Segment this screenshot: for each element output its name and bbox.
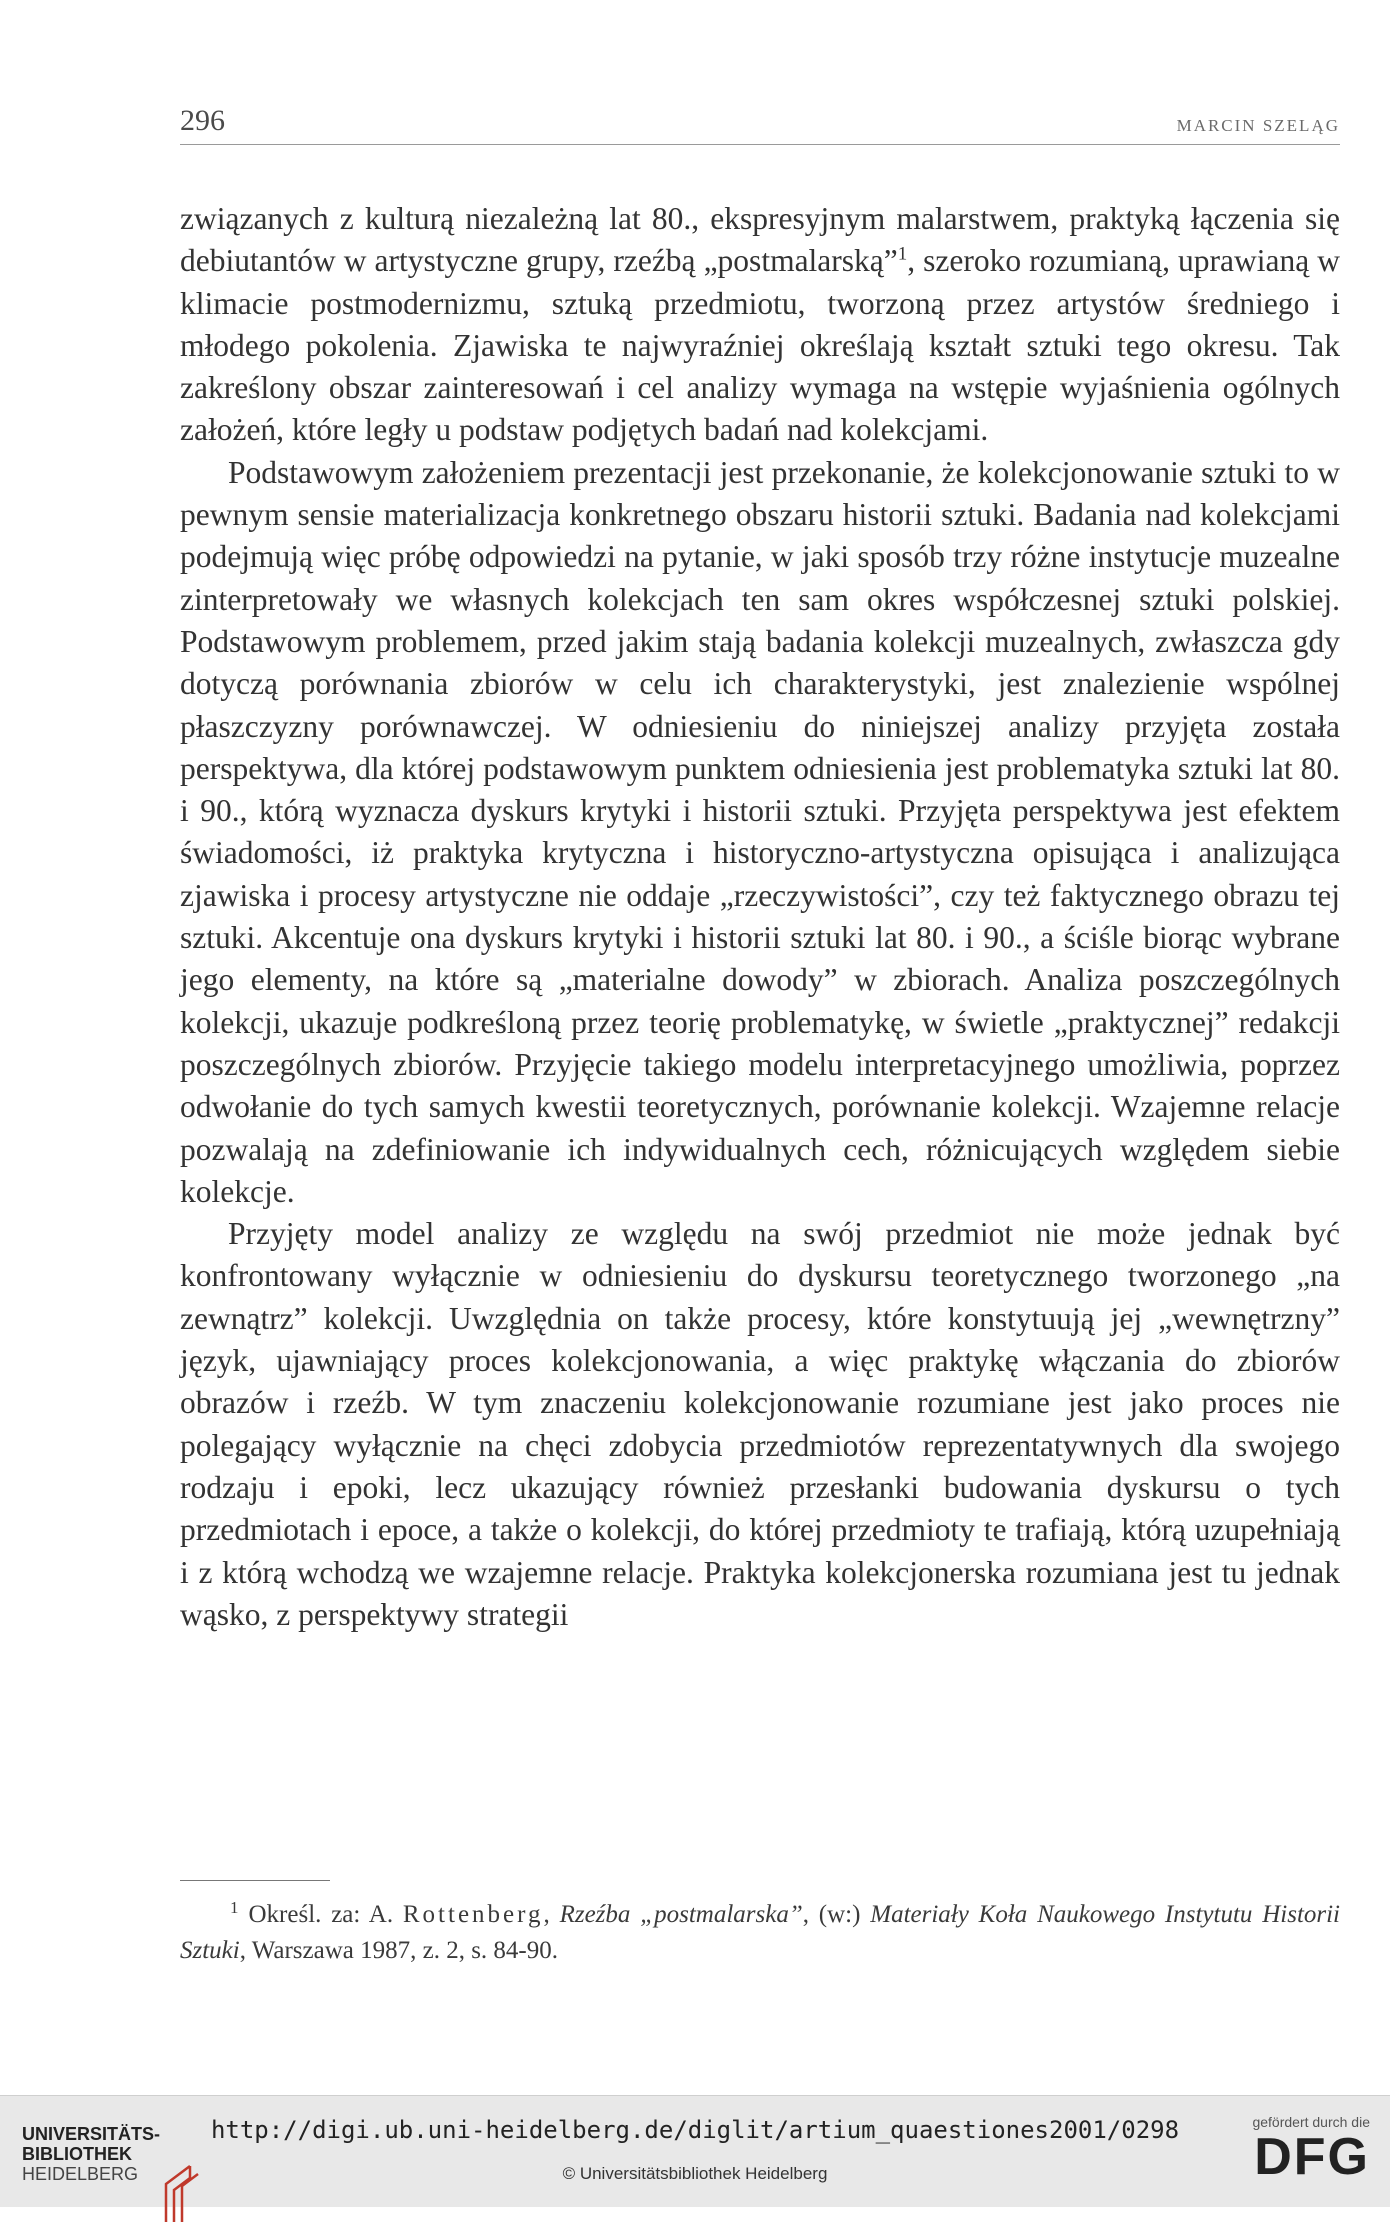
dfg-wordmark: DFG [1254, 2128, 1370, 2186]
paragraph-2: Podstawowym założeniem prezentacji jest przekonanie, że kolekcjonowanie sztuki to w pewnym sensie materializacja konkretnego obszaru historii sztuki. Badania nad kolekcjami podejmują więc próbę odpowiedzi na pytanie, w jaki sposób trzy różne instytucje muzealne zinterpretowały we własnych kolekcjach ten sam okres współczesnej sztuki polskiej. Podstawowym problemem, przed jakim stają badania kolekcji muzealnych, zwłaszcza gdy dotyczą porównania zbiorów w celu ich charakterystyki, jest znalezienie wspólnej płaszczyzny porównawczej. W odniesieniu do niniejszej analizy przyjęta została perspektywa, dla której podstawowym punktem odniesienia jest problematyka sztuki lat 80. i 90., którą wyznacza dyskurs krytyki i historii sztuki. Przyjęta perspektywa jest efektem świadomości, iż praktyka krytyczna i historyczno-artystyczna opisująca i analizująca zjawiska i procesy artystyczne nie oddaje „rzeczywistości”, czy też faktycznego obrazu tej sztuki. Akcentuje ona dyskurs krytyki i historii sztuki lat 80. i 90., a ściśle biorąc wybrane jego elementy, na które są „materialne dowody” w zbiorach. Analiza poszczególnych kolekcji, ukazuje podkreśloną przez teorię problematykę, w świetle „praktycznej” redakcji poszczególnych zbiorów. Przyjęcie takiego modelu interpretacyjnego umożliwia, poprzez odwołanie do tych samych kwestii teoretycznych, porównanie kolekcji. Wzajemne relacje pozwalają na zdefiniowanie ich indywidualnych cech, różnicujących względem siebie kolekcje. [180, 454, 1340, 1209]
digitization-footer [0, 2095, 1390, 2207]
footnote-lead: Określ. za: A. [248, 1901, 403, 1928]
library-name-line1: UNIVERSITÄTS- [22, 2124, 161, 2144]
footnote-divider [180, 1880, 330, 1881]
footnote [180, 1897, 1340, 1969]
footnote-sep2: , (w:) [802, 1901, 871, 1928]
footnote-source: Materiały Koła Naukowego Instytutu Historii Sztuki [180, 1901, 1341, 1964]
library-name-line3: HEIDELBERG [22, 2164, 139, 2184]
paragraph-1-text-b: , szeroko rozumianą, uprawianą w klimacie postmodernizmu, sztuką przedmiotu, tworzoną przez artystów średniego i młodego pokolenia. Zjawiska te najwyraźniej określają kształt sztuki tego okresu. Tak zakreślony obszar zainteresowań i cel analizy wymaga na wstępie wyjaśnienia ogólnych założeń, które legły u podstaw podjętych badań nad kolekcjami. [180, 243, 1340, 448]
running-head: MARCIN SZELĄG [1176, 116, 1340, 135]
footnote-reference[interactable]: 1 [897, 243, 908, 265]
footnote-marker: 1 [230, 1897, 239, 1917]
copyright-notice: © Universitätsbibliothek Heidelberg [562, 2164, 828, 2183]
footnote-sep1: , [543, 1901, 560, 1928]
funder-note: gefördert durch die [1252, 2114, 1370, 2130]
dfg-logo[interactable] [1220, 2114, 1370, 2184]
paragraph-1 [180, 198, 1340, 452]
page-header [180, 104, 1340, 145]
body-text [180, 198, 1340, 1636]
paragraph-3: Przyjęty model analizy ze względu na swój przedmiot nie może jednak być konfrontowany wyłącznie w odniesieniu do dyskursu teoretycznego tworzonego „na zewnątrz” kolekcji. Uwzględnia on także procesy, które konstytuują jej „wewnętrzny” język, ujawniający proces kolekcjonowania, a więc praktykę włączania do zbiorów obrazów i rzeźb. W tym znaczeniu kolekcjonowanie rozumiane jest jako proces nie polegający wyłącznie na chęci zdobycia przedmiotów reprezentatywnych dla swojego rodzaju i epoki, lecz ukazujący również przesłanki budowania dyskursu o tych przedmiotach i epoce, a także o kolekcji, do której przedmioty te trafiają, którą uzupełniają i z którą wchodzą we wzajemne relacje. Praktyka kolekcjonerska rozumiana jest tu jednak wąsko, z perspektywy strategii [180, 1216, 1340, 1632]
footnote-title: Rzeźba „postmalarska” [559, 1901, 803, 1928]
library-name-line2: BIBLIOTHEK [22, 2144, 132, 2164]
page-number: 296 [180, 104, 225, 137]
footnote-author: Rottenberg [402, 1901, 544, 1928]
footnote-tail: , Warszawa 1987, z. 2, s. 84-90. [239, 1937, 559, 1964]
permalink-url[interactable]: http://digi.ub.uni-heidelberg.de/diglit/artium_quaestiones2001/0298 [210, 2116, 1180, 2144]
paragraph-1-text-a: związanych z kulturą niezależną lat 80., ekspresyjnym malarstwem, praktyką łączenia się debiutantów w artystyczne grupy, rzeźbą „postmalarską” [180, 201, 1340, 279]
